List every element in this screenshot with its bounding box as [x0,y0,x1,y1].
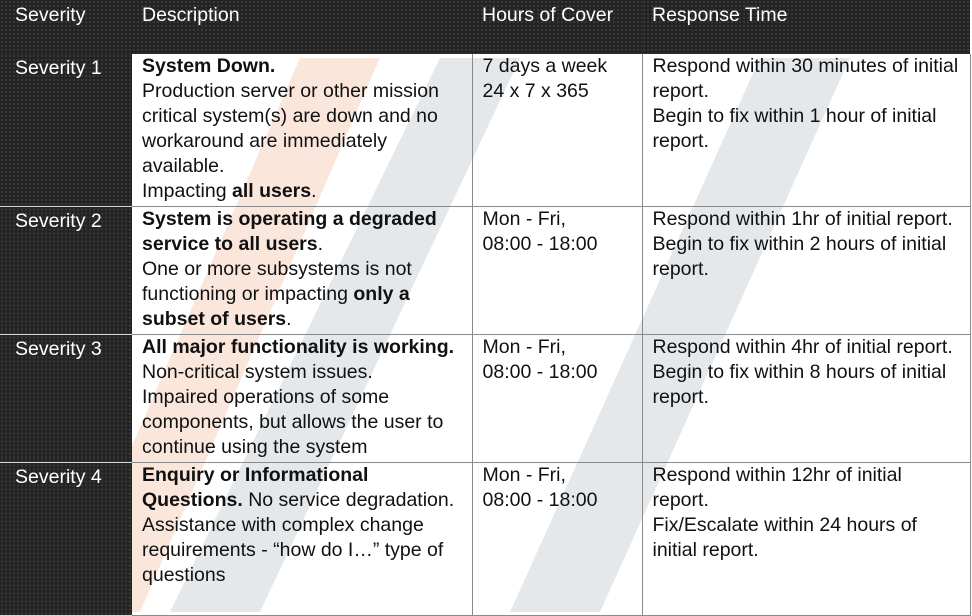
header-hours-of-cover: Hours of Cover [472,0,642,54]
table-row [0,335,970,463]
severity-label: Severity 4 [0,463,132,616]
description-title: System Down. [142,55,276,77]
response-line-2: Begin to fix within 2 hours of initial report. [652,233,947,280]
description-cell [132,207,472,335]
hours-cell [472,335,642,463]
description-cell [132,335,472,463]
response-line-1: Respond within 1hr of initial report. [652,208,953,230]
response-line-2: Fix/Escalate within 24 hours of initial report. [652,514,917,561]
response-line-2: Begin to fix within 8 hours of initial report. [652,361,947,408]
hours-line-2: 24 x 7 x 365 [482,80,589,102]
hours-cell [472,54,642,207]
severity-label: Severity 2 [0,207,132,335]
description-text: One or more subsystems is not functioning or impacting only a subset of users. [142,258,412,330]
header-response-time: Response Time [642,0,970,54]
table-row [0,54,970,207]
description-title: All major functionality is working. [142,336,455,358]
response-line-1: Respond within 4hr of initial report. [652,336,953,358]
response-line-2: Begin to fix within 1 hour of initial report. [652,105,937,152]
table-header-row [0,0,970,54]
hours-cell [472,207,642,335]
description-title: System is operating a degraded service to all users. [142,208,437,255]
response-line-1: Respond within 30 minutes of initial report. [652,55,959,102]
description-text: Production server or other mission critical system(s) are down and no workaround are immediately available. [142,80,439,177]
description-text: Non-critical system issues. [142,361,373,383]
description-text: Assistance with complex change requirements - “how do I…” type of questions [142,514,444,586]
header-severity: Severity [0,0,132,54]
hours-cell [472,463,642,616]
description-cell [132,463,472,616]
severity-label: Severity 3 [0,335,132,463]
hours-line-2: 08:00 - 18:00 [482,361,598,383]
header-description: Description [132,0,472,54]
hours-line-2: 08:00 - 18:00 [482,489,598,511]
response-cell [642,335,970,463]
table-row [0,463,970,616]
response-cell [642,463,970,616]
description-impact: Impacting all users. [142,180,317,202]
hours-line-1: Mon - Fri, [482,208,566,230]
description-title: Enquiry or Informational Questions. No service degradation. [142,464,455,511]
hours-line-1: 7 days a week [482,55,608,77]
response-line-1: Respond within 12hr of initial report. [652,464,902,511]
hours-line-1: Mon - Fri, [482,464,566,486]
severity-label: Severity 1 [0,54,132,207]
table-row [0,207,970,335]
response-cell [642,54,970,207]
description-cell [132,54,472,207]
description-text-2: Impaired operations of some components, but allows the user to continue using the system [142,386,444,458]
hours-line-2: 08:00 - 18:00 [482,233,598,255]
hours-line-1: Mon - Fri, [482,336,566,358]
response-cell [642,207,970,335]
